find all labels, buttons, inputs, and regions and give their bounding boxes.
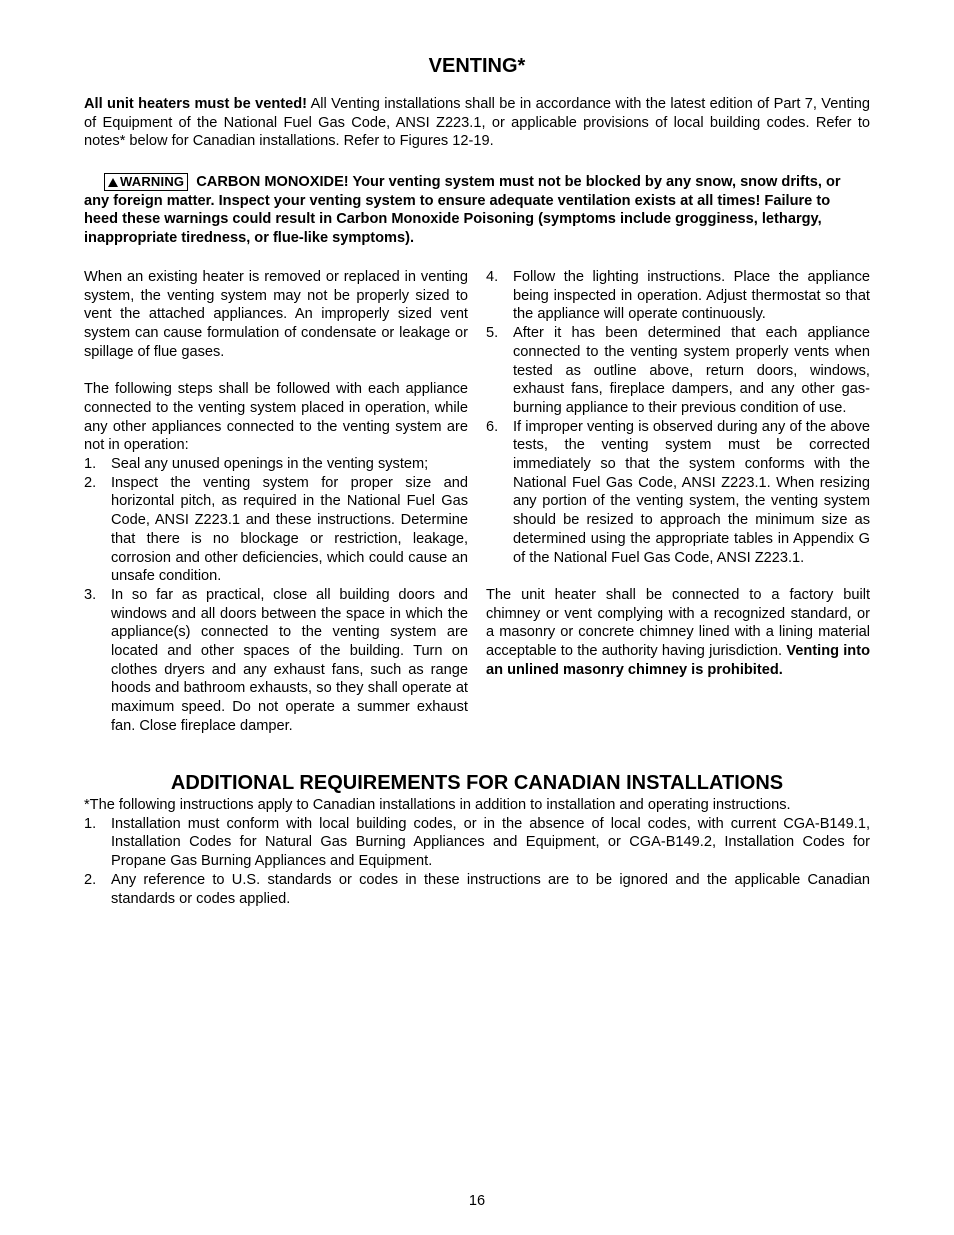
item-text: After it has been determined that each appliance connected to the venting system properly vents when tested as outline above, return doors, windows, exhaust fans, fireplace dampers, and any other gas-burning appliance to their previous condition of use. [513, 325, 870, 416]
left-para-1: When an existing heater is removed or replaced in venting system, the venting system may not be properly sized to vent the attached appliances. An improperly sized vent system can cause formulation of condensate or leakage or spillage of flue gases. [84, 269, 468, 360]
chimney-bold: Venting into an unlined masonry chimney is prohibited. [486, 643, 870, 678]
list-item [84, 871, 870, 908]
warning-text: CARBON MONOXIDE! Your venting system must not be blocked by any snow, snow drifts, or any foreign matter. Inspect your venting system to ensure adequate ventilation exists at all times! Failure to heed these warnings could result in Carbon Monoxide Poisoning (symptoms include grogginess, lethargy, inappropriate tiredness, or flue-like symptoms). [84, 174, 841, 247]
canadian-intro: *The following instructions apply to Canadian installations in addition to installation and operating instructions. [84, 797, 791, 813]
item-text: If improper venting is observed during any of the above tests, the venting system must be corrected immediately so that the system conforms with the National Fuel Gas Code, ANSI Z223.1. When resizing any portion of the venting system, the venting system should be resized to approach the minimum size as determined using the appropriate tables in Appendix G of the National Fuel Gas Code, ANSI Z223.1. [513, 418, 870, 566]
list-item [486, 324, 870, 418]
warning-block [84, 173, 860, 248]
item-number: 4. [486, 269, 499, 285]
warning-triangle-icon [108, 178, 118, 187]
section-title-venting: VENTING* [428, 55, 526, 77]
left-para-2: The following steps shall be followed with each appliance connected to the venting system placed in operation, while any other appliances connected to the venting system are not in operation: [84, 381, 468, 454]
section-title-canadian: ADDITIONAL REQUIREMENTS FOR CANADIAN INSTALLATIONS [170, 772, 784, 794]
item-text: Follow the lighting instructions. Place the appliance being inspected in operation. Adjust thermostat so that the appliance will operate continuously. [513, 269, 870, 323]
page-number: 16 [468, 1193, 486, 1209]
item-number: 5. [486, 325, 499, 342]
item-number: 1. [84, 815, 97, 832]
steps-list-left [84, 455, 468, 736]
item-text: In so far as practical, close all building doors and windows and all doors between the space in which the appliance(s) connected to the venting system are located and other spaces of the building. Turn on clothes dryers and any exhaust fans, such as range hoods and bathroom exhausts, so they shall operate at maximum speed. Do not operate a summer exhaust fan. Close fireplace damper. [111, 586, 468, 734]
right-column [486, 268, 870, 679]
intro-bold: All unit heaters must be vented! [84, 96, 307, 112]
intro-text: All Venting installations shall be in accordance with the latest edition of Part 7, Venting of Equipment of the National Fuel Gas Code, ANSI Z223.1, or applicable provisions of local building codes. Refer to notes* below for Canadian installations. Refer to Figures 12-19. [84, 96, 870, 150]
item-text: Inspect the venting system for proper size and horizontal pitch, as required in the National Fuel Gas Code, ANSI Z223.1 and these instructions. Determine that there is no blockage or restriction, leakage, corrosion and other deficiencies, which could cause an unsafe condition. [111, 474, 468, 585]
item-number: 2. [84, 474, 97, 491]
warning-label-text: WARNING [120, 174, 185, 189]
list-item [84, 586, 468, 736]
list-item [84, 815, 870, 871]
steps-list-right [486, 268, 870, 567]
list-item [486, 268, 870, 324]
item-text: Seal any unused openings in the venting system; [111, 456, 429, 473]
canadian-section [84, 796, 870, 908]
chimney-paragraph [486, 586, 870, 680]
item-number: 2. [84, 871, 97, 888]
warning-label [104, 173, 188, 191]
chimney-text: The unit heater shall be connected to a factory built chimney or vent complying with a recognized standard, or a masonry or concrete chimney lined with a lining material acceptable to the authority having jurisdiction. [486, 586, 870, 660]
item-number: 3. [84, 586, 97, 603]
item-number: 1. [84, 456, 97, 473]
item-text: Installation must conform with local building codes, or in the absence of local codes, with current CGA-B149.1, Installation Codes for Natural Gas Burning Appliances and Equipment, or CGA-B149.2, Installation Codes for Propane Gas Burning Appliances and Equipment. [111, 815, 870, 870]
list-item [84, 474, 468, 586]
left-column [84, 268, 468, 736]
item-number: 6. [486, 418, 499, 435]
list-item [486, 418, 870, 568]
canadian-list [84, 815, 870, 909]
item-text: Any reference to U.S. standards or codes in these instructions are to be ignored and the applicable Canadian standards or codes applied. [111, 871, 870, 907]
intro-paragraph [84, 95, 870, 151]
list-item [84, 455, 468, 474]
